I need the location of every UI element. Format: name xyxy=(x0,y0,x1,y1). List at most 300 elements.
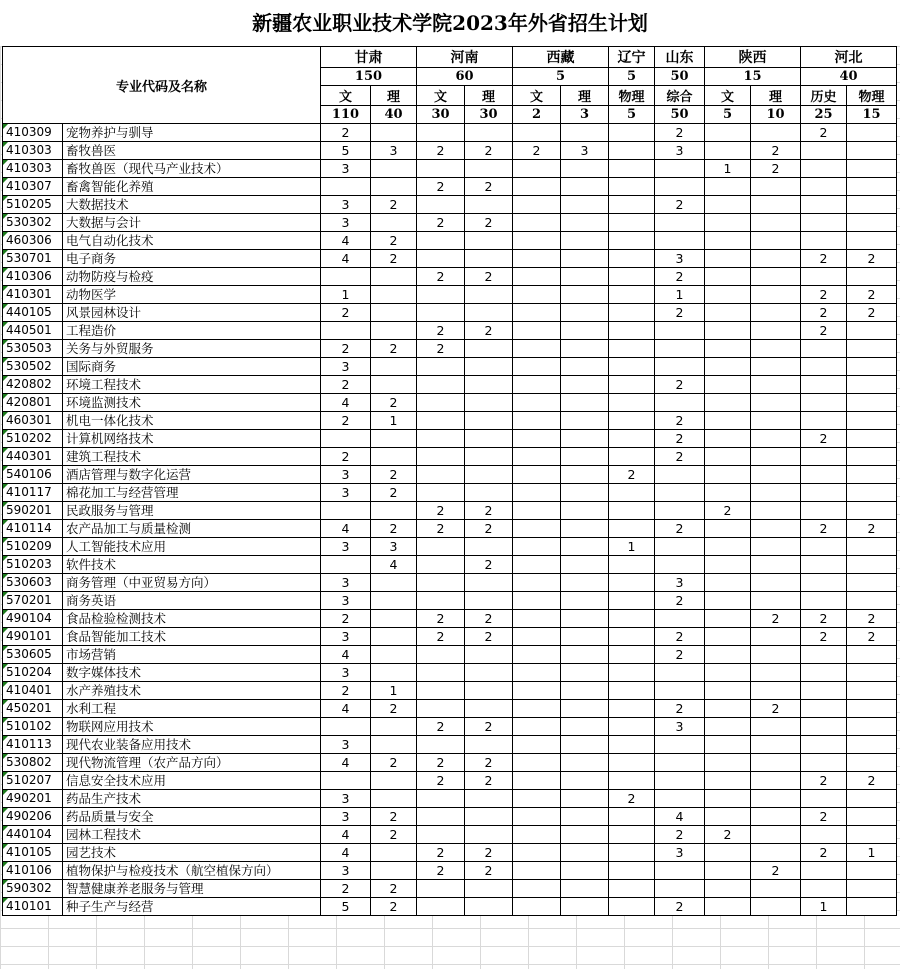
quota-cell[interactable] xyxy=(847,376,897,394)
quota-cell[interactable]: 3 xyxy=(321,808,371,826)
quota-cell[interactable] xyxy=(801,358,847,376)
quota-cell[interactable]: 2 xyxy=(751,610,801,628)
quota-cell[interactable] xyxy=(751,898,801,916)
quota-cell[interactable]: 4 xyxy=(321,826,371,844)
quota-cell[interactable] xyxy=(513,160,561,178)
quota-cell[interactable]: 2 xyxy=(847,520,897,538)
quota-cell[interactable] xyxy=(417,826,465,844)
quota-cell[interactable] xyxy=(705,736,751,754)
quota-cell[interactable]: 3 xyxy=(371,538,417,556)
quota-cell[interactable] xyxy=(417,538,465,556)
quota-cell[interactable]: 2 xyxy=(609,790,655,808)
major-code-cell[interactable]: 590201 xyxy=(3,502,63,520)
major-name-cell[interactable]: 园林工程技术 xyxy=(63,826,321,844)
quota-cell[interactable]: 2 xyxy=(655,412,705,430)
major-name-cell[interactable]: 关务与外贸服务 xyxy=(63,340,321,358)
quota-cell[interactable] xyxy=(609,664,655,682)
quota-cell[interactable] xyxy=(801,232,847,250)
quota-cell[interactable] xyxy=(705,124,751,142)
quota-cell[interactable] xyxy=(561,304,609,322)
quota-cell[interactable] xyxy=(847,736,897,754)
quota-cell[interactable] xyxy=(465,160,513,178)
quota-cell[interactable]: 1 xyxy=(321,286,371,304)
major-code-cell[interactable]: 510102 xyxy=(3,718,63,736)
quota-cell[interactable] xyxy=(513,430,561,448)
quota-cell[interactable] xyxy=(561,484,609,502)
quota-cell[interactable]: 3 xyxy=(321,214,371,232)
major-name-cell[interactable]: 商务管理（中亚贸易方向） xyxy=(63,574,321,592)
quota-cell[interactable] xyxy=(609,322,655,340)
major-code-cell[interactable]: 440104 xyxy=(3,826,63,844)
quota-cell[interactable] xyxy=(465,412,513,430)
quota-cell[interactable] xyxy=(321,178,371,196)
major-name-cell[interactable]: 现代农业装备应用技术 xyxy=(63,736,321,754)
major-code-cell[interactable]: 420801 xyxy=(3,394,63,412)
quota-cell[interactable] xyxy=(847,664,897,682)
quota-cell[interactable]: 4 xyxy=(321,250,371,268)
quota-cell[interactable] xyxy=(705,448,751,466)
quota-cell[interactable]: 2 xyxy=(371,880,417,898)
major-code-cell[interactable]: 440105 xyxy=(3,304,63,322)
quota-cell[interactable] xyxy=(609,592,655,610)
quota-cell[interactable] xyxy=(801,340,847,358)
quota-cell[interactable] xyxy=(417,250,465,268)
quota-cell[interactable] xyxy=(847,214,897,232)
major-code-cell[interactable]: 490201 xyxy=(3,790,63,808)
quota-cell[interactable] xyxy=(417,736,465,754)
major-code-cell[interactable]: 510209 xyxy=(3,538,63,556)
quota-cell[interactable] xyxy=(371,772,417,790)
quota-cell[interactable]: 2 xyxy=(321,304,371,322)
major-code-cell[interactable]: 410303 xyxy=(3,160,63,178)
quota-cell[interactable] xyxy=(609,232,655,250)
quota-cell[interactable] xyxy=(513,880,561,898)
quota-cell[interactable]: 2 xyxy=(655,196,705,214)
major-name-cell[interactable]: 商务英语 xyxy=(63,592,321,610)
major-code-cell[interactable]: 490101 xyxy=(3,628,63,646)
quota-cell[interactable] xyxy=(513,376,561,394)
quota-cell[interactable]: 2 xyxy=(751,160,801,178)
quota-cell[interactable] xyxy=(513,556,561,574)
quota-cell[interactable] xyxy=(513,736,561,754)
major-name-cell[interactable]: 电气自动化技术 xyxy=(63,232,321,250)
quota-cell[interactable] xyxy=(371,430,417,448)
major-code-cell[interactable]: 510204 xyxy=(3,664,63,682)
quota-cell[interactable] xyxy=(513,268,561,286)
quota-cell[interactable] xyxy=(751,592,801,610)
quota-cell[interactable] xyxy=(847,466,897,484)
quota-cell[interactable] xyxy=(609,340,655,358)
major-code-cell[interactable]: 490104 xyxy=(3,610,63,628)
quota-cell[interactable] xyxy=(655,664,705,682)
quota-cell[interactable] xyxy=(705,574,751,592)
quota-cell[interactable] xyxy=(751,358,801,376)
quota-cell[interactable] xyxy=(705,430,751,448)
major-code-cell[interactable]: 460306 xyxy=(3,232,63,250)
quota-cell[interactable] xyxy=(609,610,655,628)
quota-cell[interactable]: 3 xyxy=(371,142,417,160)
quota-cell[interactable] xyxy=(417,376,465,394)
quota-cell[interactable] xyxy=(751,484,801,502)
quota-cell[interactable] xyxy=(465,340,513,358)
quota-cell[interactable] xyxy=(465,790,513,808)
quota-cell[interactable] xyxy=(751,538,801,556)
quota-cell[interactable] xyxy=(705,844,751,862)
quota-cell[interactable]: 3 xyxy=(321,196,371,214)
quota-cell[interactable]: 2 xyxy=(801,430,847,448)
quota-cell[interactable] xyxy=(561,250,609,268)
quota-cell[interactable] xyxy=(801,574,847,592)
quota-cell[interactable] xyxy=(705,610,751,628)
quota-cell[interactable] xyxy=(801,790,847,808)
quota-cell[interactable] xyxy=(801,484,847,502)
quota-cell[interactable] xyxy=(609,430,655,448)
quota-cell[interactable]: 2 xyxy=(465,268,513,286)
quota-cell[interactable] xyxy=(655,610,705,628)
quota-cell[interactable] xyxy=(751,376,801,394)
quota-cell[interactable] xyxy=(751,646,801,664)
quota-cell[interactable]: 2 xyxy=(655,430,705,448)
quota-cell[interactable] xyxy=(465,808,513,826)
quota-cell[interactable] xyxy=(655,772,705,790)
quota-cell[interactable] xyxy=(847,862,897,880)
quota-cell[interactable] xyxy=(513,286,561,304)
quota-cell[interactable]: 2 xyxy=(465,772,513,790)
quota-cell[interactable] xyxy=(705,286,751,304)
quota-cell[interactable] xyxy=(513,718,561,736)
quota-cell[interactable] xyxy=(465,826,513,844)
quota-cell[interactable] xyxy=(513,538,561,556)
quota-cell[interactable]: 3 xyxy=(321,358,371,376)
quota-cell[interactable] xyxy=(513,484,561,502)
quota-cell[interactable] xyxy=(609,124,655,142)
quota-cell[interactable] xyxy=(417,466,465,484)
quota-cell[interactable] xyxy=(609,628,655,646)
quota-cell[interactable]: 2 xyxy=(705,826,751,844)
quota-cell[interactable] xyxy=(655,502,705,520)
quota-cell[interactable] xyxy=(465,592,513,610)
quota-cell[interactable] xyxy=(801,502,847,520)
quota-cell[interactable] xyxy=(847,790,897,808)
quota-cell[interactable]: 4 xyxy=(655,808,705,826)
quota-cell[interactable] xyxy=(513,610,561,628)
quota-cell[interactable]: 2 xyxy=(321,376,371,394)
quota-cell[interactable]: 2 xyxy=(801,808,847,826)
major-name-cell[interactable]: 风景园林设计 xyxy=(63,304,321,322)
quota-cell[interactable] xyxy=(417,286,465,304)
quota-cell[interactable]: 2 xyxy=(371,232,417,250)
quota-cell[interactable] xyxy=(751,448,801,466)
quota-cell[interactable]: 2 xyxy=(371,826,417,844)
quota-cell[interactable] xyxy=(801,268,847,286)
quota-cell[interactable] xyxy=(561,898,609,916)
quota-cell[interactable] xyxy=(751,718,801,736)
quota-cell[interactable] xyxy=(705,268,751,286)
quota-cell[interactable] xyxy=(465,286,513,304)
major-name-cell[interactable]: 大数据与会计 xyxy=(63,214,321,232)
quota-cell[interactable] xyxy=(801,880,847,898)
major-name-cell[interactable]: 电子商务 xyxy=(63,250,321,268)
quota-cell[interactable]: 2 xyxy=(371,754,417,772)
quota-cell[interactable] xyxy=(609,754,655,772)
quota-cell[interactable]: 3 xyxy=(321,790,371,808)
quota-cell[interactable]: 3 xyxy=(321,736,371,754)
quota-cell[interactable]: 3 xyxy=(321,574,371,592)
quota-cell[interactable]: 3 xyxy=(655,718,705,736)
major-code-cell[interactable]: 410113 xyxy=(3,736,63,754)
quota-cell[interactable] xyxy=(561,448,609,466)
quota-cell[interactable] xyxy=(561,124,609,142)
quota-cell[interactable]: 2 xyxy=(655,520,705,538)
major-code-cell[interactable]: 410106 xyxy=(3,862,63,880)
quota-cell[interactable]: 2 xyxy=(321,448,371,466)
quota-cell[interactable] xyxy=(751,412,801,430)
quota-cell[interactable] xyxy=(801,376,847,394)
quota-cell[interactable] xyxy=(417,196,465,214)
quota-cell[interactable] xyxy=(321,502,371,520)
quota-cell[interactable] xyxy=(513,862,561,880)
quota-cell[interactable] xyxy=(465,682,513,700)
quota-cell[interactable]: 4 xyxy=(321,520,371,538)
quota-cell[interactable] xyxy=(847,502,897,520)
quota-cell[interactable]: 2 xyxy=(321,610,371,628)
quota-cell[interactable] xyxy=(417,880,465,898)
quota-cell[interactable]: 2 xyxy=(371,394,417,412)
quota-cell[interactable]: 2 xyxy=(417,502,465,520)
major-name-cell[interactable]: 环境监测技术 xyxy=(63,394,321,412)
quota-cell[interactable] xyxy=(561,664,609,682)
quota-cell[interactable]: 2 xyxy=(705,502,751,520)
quota-cell[interactable]: 1 xyxy=(655,286,705,304)
quota-cell[interactable] xyxy=(371,610,417,628)
quota-cell[interactable] xyxy=(655,538,705,556)
quota-cell[interactable]: 2 xyxy=(417,268,465,286)
major-name-cell[interactable]: 食品检验检测技术 xyxy=(63,610,321,628)
quota-cell[interactable] xyxy=(751,214,801,232)
quota-cell[interactable] xyxy=(847,412,897,430)
major-code-cell[interactable]: 540106 xyxy=(3,466,63,484)
quota-cell[interactable] xyxy=(321,430,371,448)
quota-cell[interactable] xyxy=(801,196,847,214)
quota-cell[interactable] xyxy=(561,376,609,394)
quota-cell[interactable] xyxy=(609,718,655,736)
quota-cell[interactable]: 1 xyxy=(609,538,655,556)
major-name-cell[interactable]: 动物防疫与检疫 xyxy=(63,268,321,286)
quota-cell[interactable]: 2 xyxy=(847,250,897,268)
quota-cell[interactable] xyxy=(801,160,847,178)
major-name-cell[interactable]: 环境工程技术 xyxy=(63,376,321,394)
quota-cell[interactable] xyxy=(513,412,561,430)
quota-cell[interactable] xyxy=(751,574,801,592)
quota-cell[interactable] xyxy=(417,484,465,502)
major-name-cell[interactable]: 植物保护与检疫技术（航空植保方向） xyxy=(63,862,321,880)
quota-cell[interactable] xyxy=(417,304,465,322)
quota-cell[interactable] xyxy=(561,268,609,286)
quota-cell[interactable] xyxy=(417,358,465,376)
quota-cell[interactable]: 1 xyxy=(801,898,847,916)
quota-cell[interactable]: 5 xyxy=(321,898,371,916)
major-code-cell[interactable]: 510202 xyxy=(3,430,63,448)
quota-cell[interactable] xyxy=(321,772,371,790)
quota-cell[interactable] xyxy=(513,358,561,376)
quota-cell[interactable] xyxy=(609,286,655,304)
quota-cell[interactable] xyxy=(513,772,561,790)
quota-cell[interactable]: 2 xyxy=(465,322,513,340)
major-name-cell[interactable]: 药品质量与安全 xyxy=(63,808,321,826)
quota-cell[interactable] xyxy=(847,646,897,664)
quota-cell[interactable] xyxy=(561,520,609,538)
quota-cell[interactable] xyxy=(561,646,609,664)
quota-cell[interactable] xyxy=(801,862,847,880)
quota-cell[interactable]: 1 xyxy=(371,412,417,430)
quota-cell[interactable]: 3 xyxy=(321,160,371,178)
quota-cell[interactable] xyxy=(513,592,561,610)
quota-cell[interactable] xyxy=(705,412,751,430)
quota-cell[interactable] xyxy=(371,178,417,196)
quota-cell[interactable]: 2 xyxy=(417,718,465,736)
quota-cell[interactable] xyxy=(371,844,417,862)
quota-cell[interactable] xyxy=(705,628,751,646)
quota-cell[interactable] xyxy=(609,268,655,286)
quota-cell[interactable] xyxy=(465,376,513,394)
quota-cell[interactable] xyxy=(465,358,513,376)
quota-cell[interactable] xyxy=(655,160,705,178)
quota-cell[interactable] xyxy=(465,448,513,466)
quota-cell[interactable] xyxy=(847,196,897,214)
major-name-cell[interactable]: 畜牧兽医（现代马产业技术） xyxy=(63,160,321,178)
quota-cell[interactable]: 2 xyxy=(609,466,655,484)
quota-cell[interactable] xyxy=(561,214,609,232)
quota-cell[interactable] xyxy=(561,790,609,808)
major-name-cell[interactable]: 水产养殖技术 xyxy=(63,682,321,700)
quota-cell[interactable] xyxy=(609,142,655,160)
quota-cell[interactable] xyxy=(751,232,801,250)
quota-cell[interactable] xyxy=(751,808,801,826)
quota-cell[interactable]: 2 xyxy=(417,322,465,340)
quota-cell[interactable] xyxy=(561,358,609,376)
major-name-cell[interactable]: 药品生产技术 xyxy=(63,790,321,808)
major-name-cell[interactable]: 大数据技术 xyxy=(63,196,321,214)
quota-cell[interactable] xyxy=(561,502,609,520)
major-name-cell[interactable]: 现代物流管理（农产品方向） xyxy=(63,754,321,772)
major-code-cell[interactable]: 410105 xyxy=(3,844,63,862)
major-code-cell[interactable]: 410101 xyxy=(3,898,63,916)
major-code-cell[interactable]: 530503 xyxy=(3,340,63,358)
quota-cell[interactable] xyxy=(561,610,609,628)
major-code-cell[interactable]: 460301 xyxy=(3,412,63,430)
quota-cell[interactable] xyxy=(465,394,513,412)
quota-cell[interactable] xyxy=(609,178,655,196)
quota-cell[interactable] xyxy=(513,754,561,772)
quota-cell[interactable] xyxy=(609,196,655,214)
quota-cell[interactable]: 2 xyxy=(371,808,417,826)
quota-cell[interactable]: 2 xyxy=(847,772,897,790)
major-code-cell[interactable]: 410401 xyxy=(3,682,63,700)
quota-cell[interactable]: 2 xyxy=(465,214,513,232)
quota-cell[interactable]: 2 xyxy=(371,340,417,358)
quota-cell[interactable] xyxy=(655,790,705,808)
quota-cell[interactable]: 4 xyxy=(321,232,371,250)
quota-cell[interactable]: 3 xyxy=(321,862,371,880)
quota-cell[interactable] xyxy=(705,484,751,502)
quota-cell[interactable]: 2 xyxy=(465,502,513,520)
major-code-cell[interactable]: 510203 xyxy=(3,556,63,574)
quota-cell[interactable] xyxy=(705,196,751,214)
quota-cell[interactable] xyxy=(609,682,655,700)
quota-cell[interactable] xyxy=(513,124,561,142)
quota-cell[interactable] xyxy=(609,826,655,844)
quota-cell[interactable]: 2 xyxy=(801,286,847,304)
quota-cell[interactable]: 2 xyxy=(801,628,847,646)
quota-cell[interactable] xyxy=(561,196,609,214)
quota-cell[interactable] xyxy=(609,160,655,178)
quota-cell[interactable] xyxy=(751,250,801,268)
major-code-cell[interactable]: 530502 xyxy=(3,358,63,376)
quota-cell[interactable]: 2 xyxy=(371,484,417,502)
major-code-cell[interactable]: 410303 xyxy=(3,142,63,160)
quota-cell[interactable]: 3 xyxy=(655,142,705,160)
quota-cell[interactable] xyxy=(561,862,609,880)
quota-cell[interactable]: 2 xyxy=(371,520,417,538)
major-code-cell[interactable]: 420802 xyxy=(3,376,63,394)
quota-cell[interactable]: 2 xyxy=(465,142,513,160)
quota-cell[interactable] xyxy=(751,196,801,214)
major-name-cell[interactable]: 农产品加工与质量检测 xyxy=(63,520,321,538)
major-code-cell[interactable]: 410306 xyxy=(3,268,63,286)
quota-cell[interactable]: 2 xyxy=(801,844,847,862)
quota-cell[interactable] xyxy=(609,574,655,592)
quota-cell[interactable] xyxy=(847,358,897,376)
quota-cell[interactable] xyxy=(705,592,751,610)
quota-cell[interactable] xyxy=(751,736,801,754)
quota-cell[interactable] xyxy=(751,754,801,772)
quota-cell[interactable] xyxy=(751,844,801,862)
quota-cell[interactable]: 2 xyxy=(801,520,847,538)
quota-cell[interactable]: 2 xyxy=(655,304,705,322)
quota-cell[interactable] xyxy=(513,700,561,718)
quota-cell[interactable] xyxy=(705,790,751,808)
quota-cell[interactable] xyxy=(751,466,801,484)
quota-cell[interactable] xyxy=(371,664,417,682)
major-name-cell[interactable]: 畜禽智能化养殖 xyxy=(63,178,321,196)
quota-cell[interactable] xyxy=(801,700,847,718)
quota-cell[interactable] xyxy=(513,448,561,466)
quota-cell[interactable] xyxy=(847,682,897,700)
quota-cell[interactable] xyxy=(847,556,897,574)
quota-cell[interactable]: 2 xyxy=(801,304,847,322)
quota-cell[interactable] xyxy=(847,484,897,502)
quota-cell[interactable] xyxy=(513,628,561,646)
quota-cell[interactable]: 2 xyxy=(655,124,705,142)
quota-cell[interactable] xyxy=(371,376,417,394)
quota-cell[interactable] xyxy=(609,412,655,430)
quota-cell[interactable] xyxy=(465,664,513,682)
quota-cell[interactable] xyxy=(655,880,705,898)
quota-cell[interactable]: 1 xyxy=(847,844,897,862)
quota-cell[interactable]: 2 xyxy=(321,880,371,898)
quota-cell[interactable] xyxy=(609,358,655,376)
quota-cell[interactable] xyxy=(751,502,801,520)
quota-cell[interactable] xyxy=(371,124,417,142)
quota-cell[interactable]: 4 xyxy=(321,646,371,664)
quota-cell[interactable] xyxy=(513,682,561,700)
quota-cell[interactable] xyxy=(417,448,465,466)
quota-cell[interactable] xyxy=(513,808,561,826)
major-code-cell[interactable]: 410309 xyxy=(3,124,63,142)
quota-cell[interactable] xyxy=(751,304,801,322)
quota-cell[interactable] xyxy=(513,196,561,214)
quota-cell[interactable]: 2 xyxy=(465,862,513,880)
